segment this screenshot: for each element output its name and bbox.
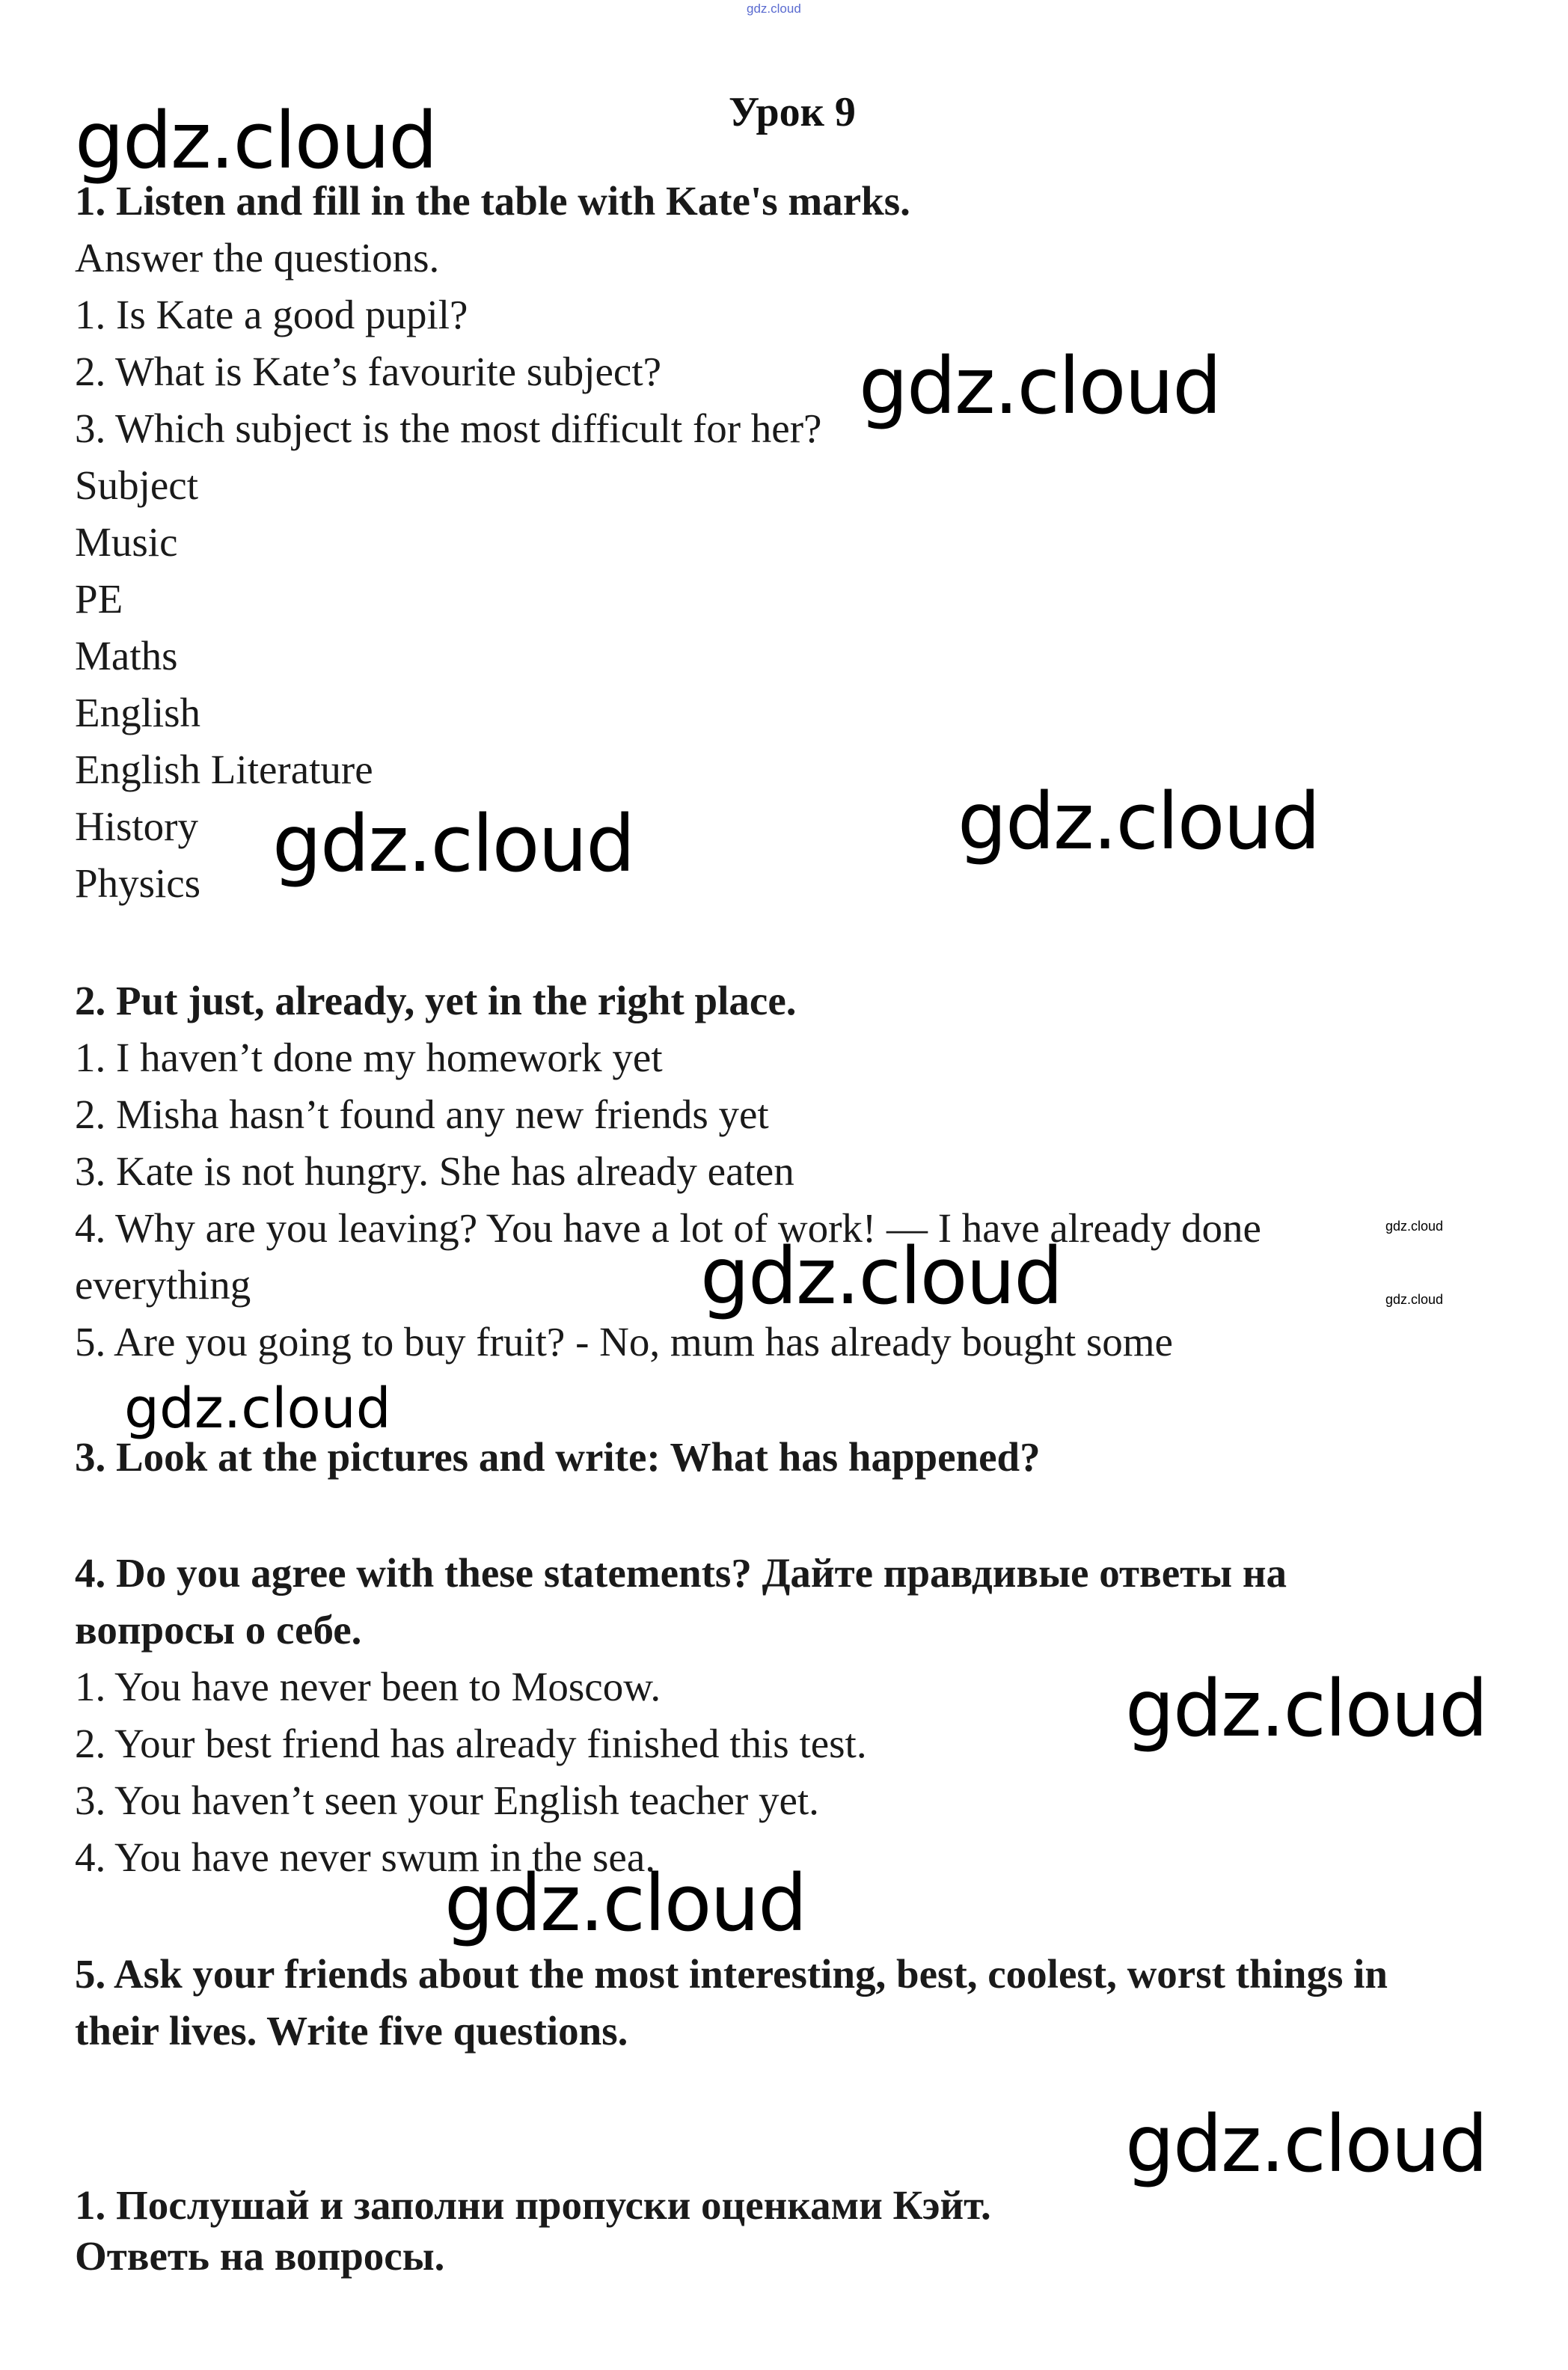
watermark-small: gdz.cloud [1385,1292,1444,1307]
watermark: gdz.cloud [444,1858,806,1949]
exercise-2-heading: 2. Put just, already, yet in the right place. [75,978,797,1023]
exercise-4-heading: 4. Do you agree with these statements? Дайте правдивые ответы на [75,1550,1287,1596]
exercise-1-question: 2. What is Kate’s favourite subject? [75,349,662,394]
exercise-1-question: 3. Which subject is the most difficult for her? [75,405,822,451]
subject-table-header: Subject [75,462,198,508]
watermark: gdz.cloud [1125,1663,1487,1754]
exercise-2-line: 4. Why are you leaving? You have a lot of work! — I have already done [75,1205,1261,1251]
watermark: gdz.cloud [124,1377,391,1441]
exercise-2-line: 5. Are you going to buy fruit? - No, mum has already bought some [75,1319,1173,1365]
watermark: gdz.cloud [272,798,634,889]
watermark: gdz.cloud [1125,2098,1487,2190]
subject-item: English [75,690,201,735]
page-title: Урок 9 [729,89,856,135]
watermark: gdz.cloud [859,340,1221,432]
exercise-1-intro: Answer the questions. [75,235,440,281]
exercise-4-line: 2. Your best friend has already finished this test. [75,1721,867,1766]
exercise-2-line: 3. Kate is not hungry. She has already eaten [75,1148,794,1194]
exercise-4-line: 4. You have never swum in the sea. [75,1834,655,1880]
watermark-small: gdz.cloud [1385,1219,1444,1234]
exercise-3-heading: 3. Look at the pictures and write: What has happened? [75,1434,1041,1480]
exercise-2-line: everything [75,1262,251,1308]
ru-heading: 1. Послушай и заполни пропуски оценками Кэйт. [75,2182,991,2228]
exercise-5-heading: 5. Ask your friends about the most interesting, best, coolest, worst things in [75,1951,1388,1997]
exercise-4-heading: вопросы о себе. [75,1607,362,1653]
subject-item: Music [75,519,178,565]
exercise-1-question: 1. Is Kate a good pupil? [75,292,468,337]
exercise-1-heading: 1. Listen and fill in the table with Kate's marks. [75,178,910,224]
exercise-4-line: 3. You haven’t seen your English teacher yet. [75,1777,819,1823]
watermark: gdz.cloud [75,95,437,186]
watermark: gdz.cloud [958,776,1320,867]
watermark: gdz.cloud [700,1231,1062,1322]
exercise-5-heading: their lives. Write five questions. [75,2008,628,2054]
subject-item: English Literature [75,747,373,792]
subject-item: Physics [75,860,201,906]
subject-item: History [75,803,198,849]
top-watermark: gdz.cloud [747,1,801,16]
subject-item: PE [75,576,123,622]
subject-item: Maths [75,633,178,679]
ru-heading: Ответь на вопросы. [75,2233,445,2279]
exercise-2-line: 2. Misha hasn’t found any new friends yet [75,1091,769,1137]
exercise-4-line: 1. You have never been to Moscow. [75,1664,661,1709]
exercise-2-line: 1. I haven’t done my homework yet [75,1035,663,1080]
